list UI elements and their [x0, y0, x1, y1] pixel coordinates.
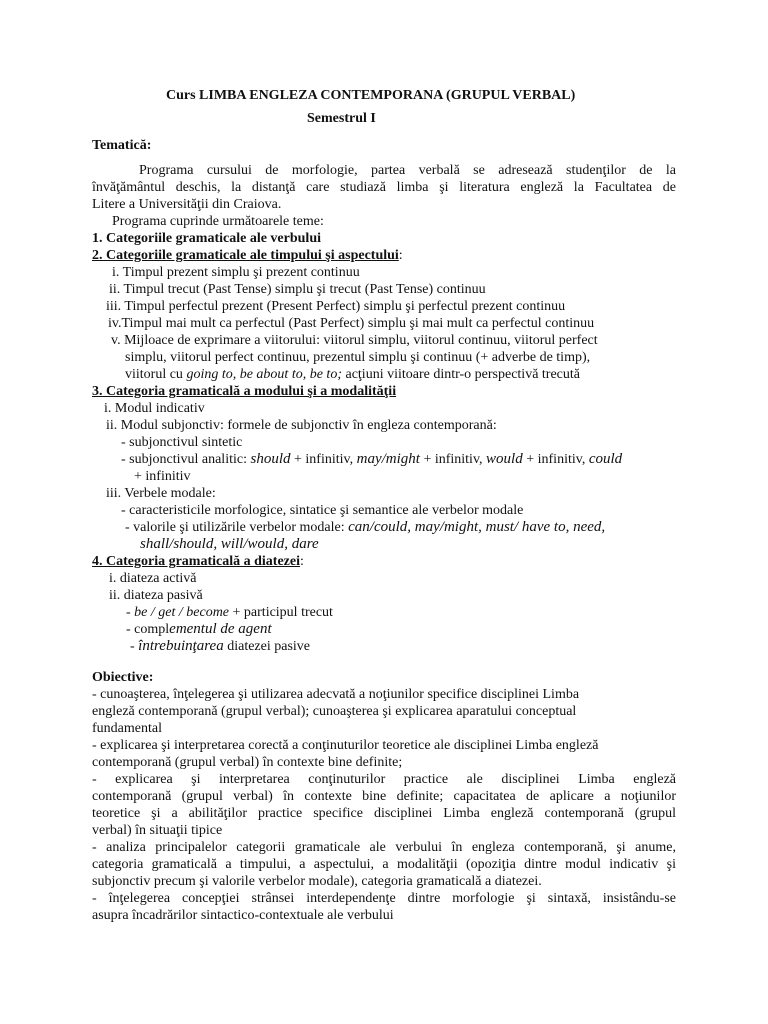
topic-4-item: i. diateza activă: [109, 571, 197, 586]
text-run: - compl: [126, 622, 170, 637]
objective-line: categoria gramaticală a timpului, a aspectului, a modalităţii (opoziţia dintre modul indicativ şi: [92, 857, 676, 872]
intro-line-4: Programa cuprinde următoarele teme:: [112, 214, 324, 229]
topic-3-subitem: [125, 519, 605, 536]
italic-run: întrebuinţarea: [138, 638, 224, 654]
italic-run: going to, be about to, be to;: [186, 367, 342, 382]
italic-run: can/could, may/might, must/ have to, need,: [348, 519, 606, 535]
semester-heading: Semestrul I: [307, 111, 376, 126]
topic-2-item-cont: [125, 366, 580, 383]
text-run: viitorul cu: [125, 367, 187, 382]
topic-4-suffix: :: [300, 554, 304, 569]
text-run: + infinitiv,: [419, 452, 487, 467]
topic-3-label: 3. Categoria gramaticală a modului şi a modalităţii: [92, 384, 397, 399]
topic-3-item: iii. Verbele modale:: [106, 486, 216, 501]
objective-line: - cunoaşterea, înţelegerea şi utilizarea adecvată a noţiunilor specifice disciplinei Limba: [92, 687, 580, 702]
topic-3-subitem-cont: + infinitiv: [134, 469, 191, 484]
topic-4-subitem: [126, 604, 333, 621]
topic-2-heading: [92, 247, 403, 264]
objective-line: asupra încadrărilor sintactico-contextuale ale verbului: [92, 908, 394, 923]
topic-3-subitem: - subjonctivul sintetic: [121, 435, 243, 450]
topic-2-item-cont: simplu, viitorul perfect continuu, prezentul simplu şi continuu (+ adverbe de timp),: [125, 350, 591, 365]
text-run: -: [126, 605, 135, 620]
intro-line-2: învăţământul deschis, la distanţă care studiază limba şi literatura engleză la Facultatea de: [92, 180, 676, 195]
text-run: + infinitiv,: [290, 452, 357, 467]
italic-run: ementul de agent: [169, 621, 272, 637]
topic-1-heading: 1. Categoriile gramaticale ale verbului: [92, 231, 321, 246]
italic-run: would: [486, 451, 523, 467]
topic-4-subitem: [126, 621, 272, 638]
tematica-heading: Tematică:: [92, 138, 152, 153]
text-run: -: [130, 639, 139, 654]
objectives-heading: Obiective:: [92, 670, 154, 685]
objective-line: contemporană (grupul verbal) în contexte bine definite;: [92, 755, 403, 770]
objective-line: - explicarea şi interpretarea conţinuturilor practice ale disciplinei Limba engleză: [92, 772, 676, 787]
topic-4-heading: [92, 553, 304, 570]
topic-2-label: 2. Categoriile gramaticale ale timpului şi aspectului: [92, 248, 399, 263]
objective-line: - explicarea şi interpretarea corectă a conţinuturilor teoretice ale disciplinei Limba engleză: [92, 738, 599, 753]
topic-2-item: ii. Timpul trecut (Past Tense) simplu şi trecut (Past Tense) continuu: [109, 282, 486, 297]
objective-line: engleză contemporană (grupul verbal); cunoaşterea şi explicarea aparatului conceptual: [92, 704, 577, 719]
topic-2-item: iv.Timpul mai mult ca perfectul (Past Perfect) simplu şi mai mult ca perfectul continuu: [108, 316, 595, 331]
objective-line: fundamental: [92, 721, 162, 736]
topic-4-item: ii. diateza pasivă: [109, 588, 203, 603]
topic-4-label: 4. Categoria gramaticală a diatezei: [92, 554, 300, 569]
topic-3-subitem-cont: shall/should, will/would, dare: [140, 536, 319, 552]
objective-line: contemporană (grupul verbal) în contexte bine definite; capacitatea de aplicare a noţiunilor: [92, 789, 676, 804]
text-run: diatezei pasive: [223, 639, 311, 654]
intro-line-1: Programa cursului de morfologie, partea verbală se adresează studenţilor de la: [139, 163, 676, 178]
italic-run: should: [250, 451, 291, 467]
text-run: - valorile şi utilizările verbelor modale:: [125, 520, 349, 535]
topic-2-item: i. Timpul prezent simplu şi prezent continuu: [112, 265, 360, 280]
objective-line: - analiza principalelor categorii gramaticale ale verbului în engleza contemporană, şi anume,: [92, 840, 676, 855]
intro-line-3: Litere a Universităţii din Craiova.: [92, 197, 282, 212]
objective-line: subjonctiv precum şi valorile verbelor modale), categoria gramaticală a diatezei.: [92, 874, 542, 889]
text-run: + participul trecut: [229, 605, 333, 620]
italic-run: could: [588, 451, 623, 467]
objective-line: - înţelegerea concepţiei strânsei interdependenţe dintre morfologie şi sintaxă, insistându-se: [92, 891, 676, 906]
topic-4-subitem: [130, 638, 310, 655]
topic-3-subitem: [121, 451, 622, 468]
topic-3-item: i. Modul indicativ: [104, 401, 205, 416]
objective-line: teoretice şi a abilităţilor practice specifice disciplinei Limba engleză contemporană (grupul: [92, 806, 676, 821]
topic-3-item: ii. Modul subjonctiv: formele de subjonctiv în engleza contemporană:: [106, 418, 497, 433]
topic-2-suffix: :: [398, 248, 403, 263]
text-run: acţiuni viitoare dintr-o perspectivă trecută: [341, 367, 580, 382]
topic-2-item: iii. Timpul perfectul prezent (Present Perfect) simplu şi perfectul prezent continuu: [106, 299, 566, 314]
topic-2-item: v. Mijloace de exprimare a viitorului: viitorul simplu, viitorul continuu, viitorul perfect: [111, 333, 598, 348]
topic-3-heading: [92, 383, 396, 400]
italic-run: may/might: [356, 451, 420, 467]
course-title: Curs LIMBA ENGLEZA CONTEMPORANA (GRUPUL VERBAL): [166, 88, 576, 103]
text-run: + infinitiv,: [522, 452, 589, 467]
objective-line: verbal) în situaţii tipice: [92, 823, 223, 838]
text-run: - subjonctivul analitic:: [121, 452, 251, 467]
italic-run: be / get / become: [134, 605, 230, 620]
topic-3-subitem: - caracteristicile morfologice, sintatice şi semantice ale verbelor modale: [121, 503, 524, 518]
